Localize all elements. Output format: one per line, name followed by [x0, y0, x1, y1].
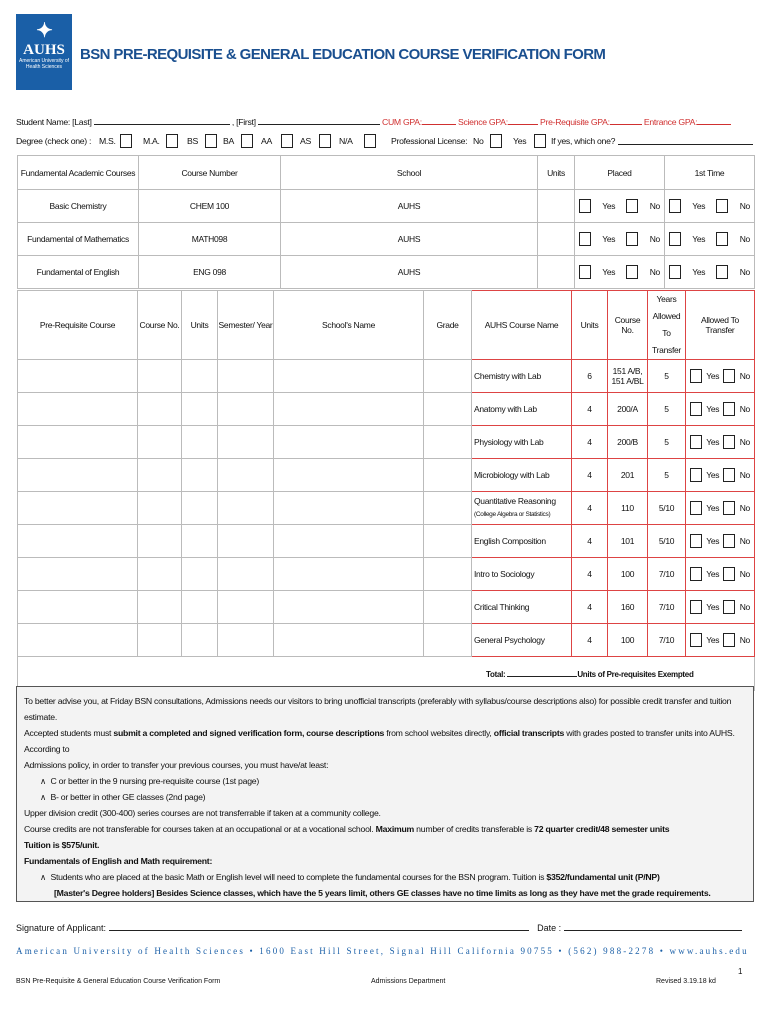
transfer-no-checkbox[interactable]	[723, 633, 735, 647]
yes-label: Yes	[692, 234, 706, 244]
student-first-field[interactable]	[258, 116, 380, 125]
prereq-school-cell[interactable]	[274, 624, 424, 657]
prereq-school-cell[interactable]	[274, 492, 424, 525]
info-text: number of credits transferable is	[414, 824, 535, 834]
prereq-units-cell[interactable]	[182, 624, 218, 657]
yes-label: Yes	[706, 371, 720, 381]
prereq-school-cell[interactable]	[274, 558, 424, 591]
prereq-school-cell[interactable]	[274, 525, 424, 558]
prereq-header-sem: Semester/ Year	[218, 291, 274, 360]
logo-mark: ✦	[36, 20, 52, 42]
signature-label: Signature of Applicant:	[16, 923, 107, 933]
license-which-field[interactable]	[618, 136, 753, 145]
date-label: Date :	[537, 923, 562, 933]
degree-option-bs: BS	[187, 136, 198, 146]
auhs-years-allowed: 7/10	[648, 624, 686, 657]
prereq-header-to-transfer: To Transfer	[652, 328, 681, 355]
auhs-course-no: 110	[608, 492, 648, 525]
table-row	[18, 624, 755, 657]
prereq-no-cell[interactable]	[138, 624, 182, 657]
fundamental-courses-table	[17, 155, 755, 289]
info-bold: $352/fundamental unit (P/NP)	[546, 872, 660, 882]
first-no-checkbox[interactable]	[716, 232, 728, 246]
no-label: No	[739, 470, 750, 480]
info-bullet-2: ∧ B- or better in other GE classes (2nd page)	[40, 792, 206, 802]
yes-label: Yes	[706, 503, 720, 513]
prereq-course-cell[interactable]	[18, 426, 138, 459]
transfer-yes-checkbox[interactable]	[690, 534, 702, 548]
auhs-course-units: 4	[572, 591, 608, 624]
fundamental-header-school: School	[281, 156, 538, 190]
auhs-course-name: Chemistry with Lab	[472, 360, 572, 393]
prereq-course-cell[interactable]	[18, 360, 138, 393]
footer-department: Admissions Department	[371, 978, 446, 985]
auhs-years-allowed: 5/10	[648, 492, 686, 525]
transfer-yes-checkbox[interactable]	[690, 567, 702, 581]
prereq-header-no: Course No.	[138, 291, 182, 360]
info-para-1b	[24, 725, 746, 757]
fundamental-school: AUHS	[281, 256, 538, 289]
info-para-5: Fundamentals of English and Math requirement:	[24, 856, 213, 866]
prereq-no-cell[interactable]	[138, 558, 182, 591]
auhs-years-allowed: 5/10	[648, 525, 686, 558]
logo-subtitle: American University of Health Sciences	[18, 58, 69, 70]
degree-aa-checkbox[interactable]	[281, 134, 293, 148]
student-info-row	[16, 116, 731, 127]
placed-no-checkbox[interactable]	[626, 265, 638, 279]
license-no-checkbox[interactable]	[490, 134, 502, 148]
degree-option-ma: M.A.	[143, 136, 160, 146]
license-yes-label: Yes	[513, 136, 527, 146]
prereq-grade-cell[interactable]	[424, 558, 472, 591]
yes-label: Yes	[602, 267, 616, 277]
auhs-course-no: 160	[608, 591, 648, 624]
signature-row	[16, 922, 754, 933]
license-label: Professional License:	[391, 136, 468, 146]
table-row	[18, 393, 755, 426]
transfer-yes-checkbox[interactable]	[690, 633, 702, 647]
fundamental-header-number: Course Number	[139, 156, 281, 190]
auhs-course-no: 151 A/B, 151 A/BL	[608, 360, 648, 393]
prereq-units-cell[interactable]	[182, 525, 218, 558]
transfer-no-checkbox[interactable]	[723, 369, 735, 383]
yes-label: Yes	[706, 470, 720, 480]
info-para-4: Tuition is $575/unit.	[24, 840, 100, 850]
auhs-course-no: 201	[608, 459, 648, 492]
prereq-no-cell[interactable]	[138, 360, 182, 393]
yes-label: Yes	[706, 602, 720, 612]
total-label: Total:	[486, 670, 506, 679]
degree-as-checkbox[interactable]	[319, 134, 331, 148]
auhs-course-units: 6	[572, 360, 608, 393]
no-label: No	[739, 569, 750, 579]
footer-form-name: BSN Pre-Requisite & General Education Course Verification Form	[16, 978, 221, 985]
auhs-years-allowed: 5	[648, 426, 686, 459]
degree-option-as: AS	[300, 136, 311, 146]
placed-yes-checkbox[interactable]	[579, 265, 591, 279]
prereq-school-cell[interactable]	[274, 459, 424, 492]
info-bold: official transcripts	[493, 728, 565, 738]
prereq-units-cell[interactable]	[182, 459, 218, 492]
auhs-course-name: Quantitative Reasoning	[474, 496, 556, 506]
yes-label: Yes	[706, 536, 720, 546]
no-label: No	[739, 536, 750, 546]
fundamental-course-number: ENG 098	[139, 256, 281, 289]
date-field[interactable]	[564, 922, 742, 931]
auhs-course-units: 4	[572, 525, 608, 558]
no-label: No	[739, 635, 750, 645]
transfer-yes-checkbox[interactable]	[690, 468, 702, 482]
prereq-course-cell[interactable]	[18, 492, 138, 525]
prereq-course-cell[interactable]	[18, 393, 138, 426]
prereq-grade-cell[interactable]	[424, 360, 472, 393]
prereq-school-cell[interactable]	[274, 393, 424, 426]
transfer-no-checkbox[interactable]	[723, 567, 735, 581]
prereq-sem-cell[interactable]	[218, 426, 274, 459]
prereq-grade-cell[interactable]	[424, 525, 472, 558]
total-field[interactable]	[507, 668, 577, 677]
degree-ma-checkbox[interactable]	[166, 134, 178, 148]
transfer-no-checkbox[interactable]	[723, 501, 735, 515]
no-label: No	[739, 201, 750, 211]
no-label: No	[739, 371, 750, 381]
transfer-no-checkbox[interactable]	[723, 402, 735, 416]
prereq-grade-cell[interactable]	[424, 624, 472, 657]
first-no-checkbox[interactable]	[716, 265, 728, 279]
info-text: with grades posted to transfer units into AUHS. According to	[24, 728, 735, 754]
auhs-course-name: General Psychology	[472, 624, 572, 657]
info-text: Accepted students must	[24, 728, 114, 738]
fundamental-school: AUHS	[281, 190, 538, 223]
transfer-no-checkbox[interactable]	[723, 534, 735, 548]
auhs-course-units: 4	[572, 426, 608, 459]
student-first-label: , [First]	[231, 117, 256, 127]
fundamental-header-first: 1st Time	[665, 156, 755, 190]
fundamental-course-name: Fundamental of English	[18, 256, 139, 289]
info-bold: 72 quarter credit/48 semester units	[534, 824, 670, 834]
table-row	[18, 558, 755, 591]
instructions-box	[16, 686, 754, 902]
prereq-school-cell[interactable]	[274, 426, 424, 459]
prereq-header-units: Units	[182, 291, 218, 360]
fundamental-course-number: MATH098	[139, 223, 281, 256]
degree-ba-checkbox[interactable]	[241, 134, 253, 148]
transfer-yes-checkbox[interactable]	[690, 435, 702, 449]
footer-revision: Revised 3.19.18 kd	[656, 978, 716, 985]
student-last-field[interactable]	[94, 116, 230, 125]
license-which-label: If yes, which one?	[551, 136, 616, 146]
license-no-label: No	[473, 136, 484, 146]
transfer-yes-checkbox[interactable]	[690, 402, 702, 416]
auhs-years-allowed: 7/10	[648, 558, 686, 591]
prereq-header-allowed: Allowed	[652, 311, 681, 321]
placed-no-checkbox[interactable]	[626, 232, 638, 246]
fundamental-units-cell[interactable]	[538, 256, 575, 289]
logo-name: AUHS	[23, 42, 65, 58]
prereq-units-cell[interactable]	[182, 426, 218, 459]
auhs-course-name: Critical Thinking	[472, 591, 572, 624]
degree-label: Degree (check one) :	[16, 136, 92, 146]
degree-row	[16, 134, 754, 152]
fundamental-course-name: Fundamental of Mathematics	[18, 223, 139, 256]
yes-label: Yes	[706, 569, 720, 579]
info-bold: Maximum	[375, 824, 414, 834]
prereq-header-school: School's Name	[274, 291, 424, 360]
prereq-sem-cell[interactable]	[218, 558, 274, 591]
table-row	[18, 591, 755, 624]
entrance-gpa-label: Entrance GPA:	[643, 117, 698, 127]
prereq-school-cell[interactable]	[274, 591, 424, 624]
first-yes-checkbox[interactable]	[669, 199, 681, 213]
auhs-course-name: English Composition	[472, 525, 572, 558]
degree-option-ba: BA	[223, 136, 234, 146]
yes-label: Yes	[602, 201, 616, 211]
table-row	[18, 426, 755, 459]
entrance-gpa-field[interactable]	[697, 116, 731, 125]
prereq-gpa-label: Pre-Requisite GPA:	[539, 117, 610, 127]
yes-label: Yes	[706, 404, 720, 414]
prereq-header-allowed-transfer: Allowed To Transfer	[686, 291, 755, 360]
auhs-course-subtitle: (College Algebra or Statistics)	[474, 511, 551, 518]
auhs-years-allowed: 7/10	[648, 591, 686, 624]
auhs-course-no: 100	[608, 558, 648, 591]
auhs-course-units: 4	[572, 393, 608, 426]
fundamental-units-cell[interactable]	[538, 223, 575, 256]
fundamental-header-placed: Placed	[575, 156, 665, 190]
license-yes-checkbox[interactable]	[534, 134, 546, 148]
no-label: No	[739, 503, 750, 513]
fundamental-course-name: Basic Chemistry	[18, 190, 139, 223]
prereq-no-cell[interactable]	[138, 426, 182, 459]
info-para-1a: To better advise you, at Friday BSN consultations, Admissions needs our visitors to bring unofficial transcripts (preferably with syllabus/course descriptions also) for possible credit transfer and tuition estimate.	[24, 696, 732, 722]
auhs-course-name: Anatomy with Lab	[472, 393, 572, 426]
auhs-years-allowed: 5	[648, 459, 686, 492]
no-label: No	[739, 234, 750, 244]
total-tail: Units of Pre-requisites Exempted	[577, 670, 694, 679]
degree-option-aa: AA	[261, 136, 272, 146]
no-label: No	[739, 437, 750, 447]
prereq-grade-cell[interactable]	[424, 492, 472, 525]
auhs-course-no: 200/B	[608, 426, 648, 459]
form-title: BSN PRE-REQUISITE & GENERAL EDUCATION COURSE VERIFICATION FORM	[80, 46, 606, 63]
yes-label: Yes	[602, 234, 616, 244]
fundamental-units-cell[interactable]	[538, 190, 575, 223]
prereq-gpa-field[interactable]	[610, 116, 642, 125]
auhs-logo	[16, 14, 72, 90]
prereq-sem-cell[interactable]	[218, 492, 274, 525]
prereq-no-cell[interactable]	[138, 492, 182, 525]
prereq-no-cell[interactable]	[138, 459, 182, 492]
table-row	[18, 360, 755, 393]
degree-option-ms: M.S.	[99, 136, 116, 146]
yes-label: Yes	[706, 635, 720, 645]
transfer-no-checkbox[interactable]	[723, 600, 735, 614]
prereq-header-auhs-units: Units	[572, 291, 608, 360]
placed-no-checkbox[interactable]	[626, 199, 638, 213]
table-row	[18, 525, 755, 558]
table-row	[18, 190, 755, 223]
prereq-header-auhs-no: Course No.	[608, 291, 648, 360]
auhs-course-name-cell	[472, 492, 572, 525]
auhs-course-name: Microbiology with Lab	[472, 459, 572, 492]
no-label: No	[739, 267, 750, 277]
auhs-years-allowed: 5	[648, 393, 686, 426]
first-yes-checkbox[interactable]	[669, 232, 681, 246]
yes-label: Yes	[692, 201, 706, 211]
auhs-course-units: 4	[572, 492, 608, 525]
yes-label: Yes	[706, 437, 720, 447]
transfer-no-checkbox[interactable]	[723, 435, 735, 449]
info-bullet-1: ∧ C or better in the 9 nursing pre-requisite course (1st page)	[40, 776, 260, 786]
prereq-units-cell[interactable]	[182, 558, 218, 591]
table-row	[18, 223, 755, 256]
degree-option-na: N/A	[339, 136, 353, 146]
fundamental-header-course: Fundamental Academic Courses	[18, 156, 139, 190]
auhs-course-units: 4	[572, 459, 608, 492]
info-text: Course credits are not transferable for courses taken at an occupational or at a vocational school.	[24, 824, 376, 834]
info-bullet-text: B- or better in other GE classes (2nd page)	[50, 792, 206, 802]
prereq-sem-cell[interactable]	[218, 591, 274, 624]
prereq-header-course: Pre-Requisite Course	[18, 291, 138, 360]
prereq-grade-cell[interactable]	[424, 591, 472, 624]
no-label: No	[649, 234, 660, 244]
first-yes-checkbox[interactable]	[669, 265, 681, 279]
prereq-units-cell[interactable]	[182, 360, 218, 393]
prereq-course-cell[interactable]	[18, 558, 138, 591]
science-gpa-label: Science GPA:	[458, 117, 508, 127]
auhs-years-allowed: 5	[648, 360, 686, 393]
table-row	[18, 492, 755, 525]
info-para-3	[24, 821, 746, 837]
no-label: No	[739, 404, 750, 414]
fundamental-course-number: CHEM 100	[139, 190, 281, 223]
info-bullet-text: Students who are placed at the basic Math or English level will need to complete the fundamental courses for the BSN program. Tuition is	[50, 872, 547, 882]
auhs-course-no: 200/A	[608, 393, 648, 426]
prereq-header-years-cell	[648, 291, 686, 360]
student-last-label: Student Name: [Last]	[16, 117, 92, 127]
prereq-sem-cell[interactable]	[218, 525, 274, 558]
auhs-course-no: 101	[608, 525, 648, 558]
auhs-course-units: 4	[572, 624, 608, 657]
prereq-units-cell[interactable]	[182, 591, 218, 624]
info-para-1e: Admissions policy, in order to transfer your previous courses, you must have/at least:	[24, 760, 329, 770]
no-label: No	[739, 602, 750, 612]
no-label: No	[649, 267, 660, 277]
signature-field[interactable]	[109, 922, 529, 931]
prereq-units-cell[interactable]	[182, 393, 218, 426]
cum-gpa-field[interactable]	[422, 116, 456, 125]
placed-yes-checkbox[interactable]	[579, 199, 591, 213]
no-label: No	[649, 201, 660, 211]
prereq-course-cell[interactable]	[18, 591, 138, 624]
prereq-header-grade: Grade	[424, 291, 472, 360]
prereq-header-auhs-name: AUHS Course Name	[472, 291, 572, 360]
science-gpa-field[interactable]	[508, 116, 538, 125]
prereq-course-cell[interactable]	[18, 525, 138, 558]
prereq-course-cell[interactable]	[18, 459, 138, 492]
prereq-sem-cell[interactable]	[218, 393, 274, 426]
table-row	[18, 459, 755, 492]
prereq-grade-cell[interactable]	[424, 393, 472, 426]
prereq-sem-cell[interactable]	[218, 459, 274, 492]
prereq-no-cell[interactable]	[138, 525, 182, 558]
info-bullet-text: C or better in the 9 nursing pre-requisite course (1st page)	[50, 776, 260, 786]
info-bullet-3: ∧ Students who are placed at the basic Math or English level will need to complete the fundamental courses for the BSN program. Tuition is $352/fundamental unit (P/NP)	[40, 872, 660, 882]
prereq-header-years: Years	[656, 294, 677, 304]
transfer-yes-checkbox[interactable]	[690, 501, 702, 515]
prereq-grade-cell[interactable]	[424, 459, 472, 492]
prereq-course-cell[interactable]	[18, 624, 138, 657]
transfer-no-checkbox[interactable]	[723, 468, 735, 482]
prereq-sem-cell[interactable]	[218, 360, 274, 393]
auhs-course-no: 100	[608, 624, 648, 657]
info-text: from school websites directly,	[384, 728, 494, 738]
info-para-6: [Master's Degree holders] Besides Science classes, which have the 5 years limit, others GE classes have no time limits as long as they have met the grade requirements.	[54, 888, 711, 898]
auhs-course-name: Physiology with Lab	[472, 426, 572, 459]
fundamental-school: AUHS	[281, 223, 538, 256]
prereq-school-cell[interactable]	[274, 360, 424, 393]
degree-bs-checkbox[interactable]	[205, 134, 217, 148]
placed-yes-checkbox[interactable]	[579, 232, 591, 246]
prereq-sem-cell[interactable]	[218, 624, 274, 657]
prereq-no-cell[interactable]	[138, 393, 182, 426]
yes-label: Yes	[692, 267, 706, 277]
degree-na-checkbox[interactable]	[364, 134, 376, 148]
prereq-grade-cell[interactable]	[424, 426, 472, 459]
prerequisite-courses-table	[17, 290, 755, 691]
degree-ms-checkbox[interactable]	[120, 134, 132, 148]
info-para-2: Upper division credit (300-400) series courses are not transferrable if taken at a community college.	[24, 808, 381, 818]
auhs-course-units: 4	[572, 558, 608, 591]
transfer-yes-checkbox[interactable]	[690, 369, 702, 383]
prereq-no-cell[interactable]	[138, 591, 182, 624]
table-row	[18, 256, 755, 289]
university-address: American University of Health Sciences • 1600 East Hill Street, Signal Hill California 90755 • (562) 988-2278 • www.auhs.edu	[16, 946, 749, 956]
auhs-course-name: Intro to Sociology	[472, 558, 572, 591]
first-no-checkbox[interactable]	[716, 199, 728, 213]
prereq-units-cell[interactable]	[182, 492, 218, 525]
cum-gpa-label: CUM GPA:	[381, 117, 422, 127]
transfer-yes-checkbox[interactable]	[690, 600, 702, 614]
fundamental-header-units: Units	[538, 156, 575, 190]
page-number: 1	[738, 967, 743, 976]
info-bold: submit a completed and signed verification form, course descriptions	[113, 728, 385, 738]
